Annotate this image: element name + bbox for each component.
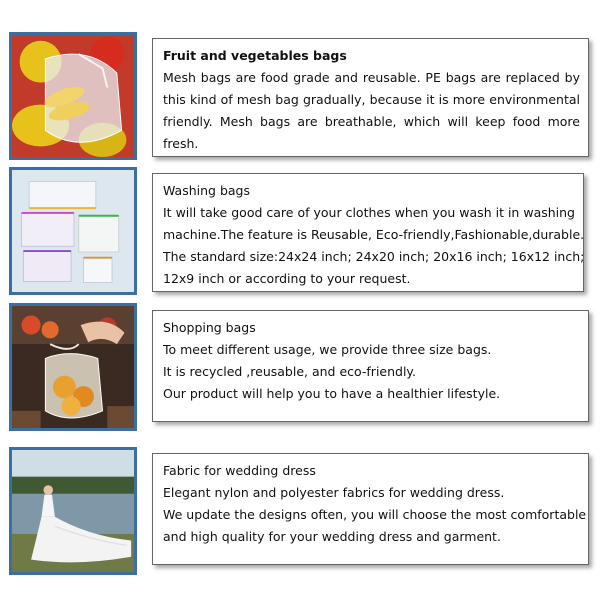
- wedding-dress-photo: [9, 447, 137, 575]
- shopping-bag-icon: [12, 306, 134, 428]
- section-line: machine.The feature is Reusable, Eco-friendly,Fashionable,durable.: [163, 227, 585, 242]
- section-line: The standard size:24x24 inch; 24x20 inch; 20x16 inch; 16x12 inch;: [163, 249, 585, 264]
- section-title: Fruit and vegetables bags: [163, 48, 347, 63]
- laundry-bags-photo: [9, 167, 137, 295]
- produce-mesh-bag-photo: [9, 32, 137, 160]
- shopping-bag-photo: [9, 303, 137, 431]
- section-title: Washing bags: [163, 183, 250, 198]
- section-card-fruit-vegetables: [152, 38, 589, 157]
- section-card-shopping-bags: [152, 310, 589, 422]
- section-line: this kind of mesh bag gradually, because it is more environmental: [163, 92, 580, 107]
- section-title: Shopping bags: [163, 320, 256, 335]
- section-line: 12x9 inch or according to your request.: [163, 271, 411, 286]
- produce-mesh-bag-icon: [12, 35, 134, 157]
- section-line: To meet different usage, we provide three size bags.: [163, 342, 492, 357]
- section-title: Fabric for wedding dress: [163, 463, 316, 478]
- section-line: fresh.: [163, 136, 199, 151]
- section-line: It is recycled ,reusable, and eco-friendly.: [163, 364, 417, 379]
- section-line: We update the designs often, you will choose the most comfortable: [163, 507, 587, 522]
- section-line: It will take good care of your clothes when you wash it in washing: [163, 205, 575, 220]
- section-line: Elegant nylon and polyester fabrics for wedding dress.: [163, 485, 505, 500]
- section-line: and high quality for your wedding dress and garment.: [163, 529, 501, 544]
- section-card-wedding-fabric: [152, 453, 589, 565]
- section-line: friendly. Mesh bags are breathable, which will keep food more: [163, 114, 580, 129]
- section-line: Mesh bags are food grade and reusable. PE bags are replaced by: [163, 70, 580, 85]
- laundry-bags-icon: [12, 170, 134, 292]
- section-card-washing-bags: [152, 173, 584, 292]
- section-line: Our product will help you to have a healthier lifestyle.: [163, 386, 501, 401]
- wedding-dress-icon: [12, 450, 134, 572]
